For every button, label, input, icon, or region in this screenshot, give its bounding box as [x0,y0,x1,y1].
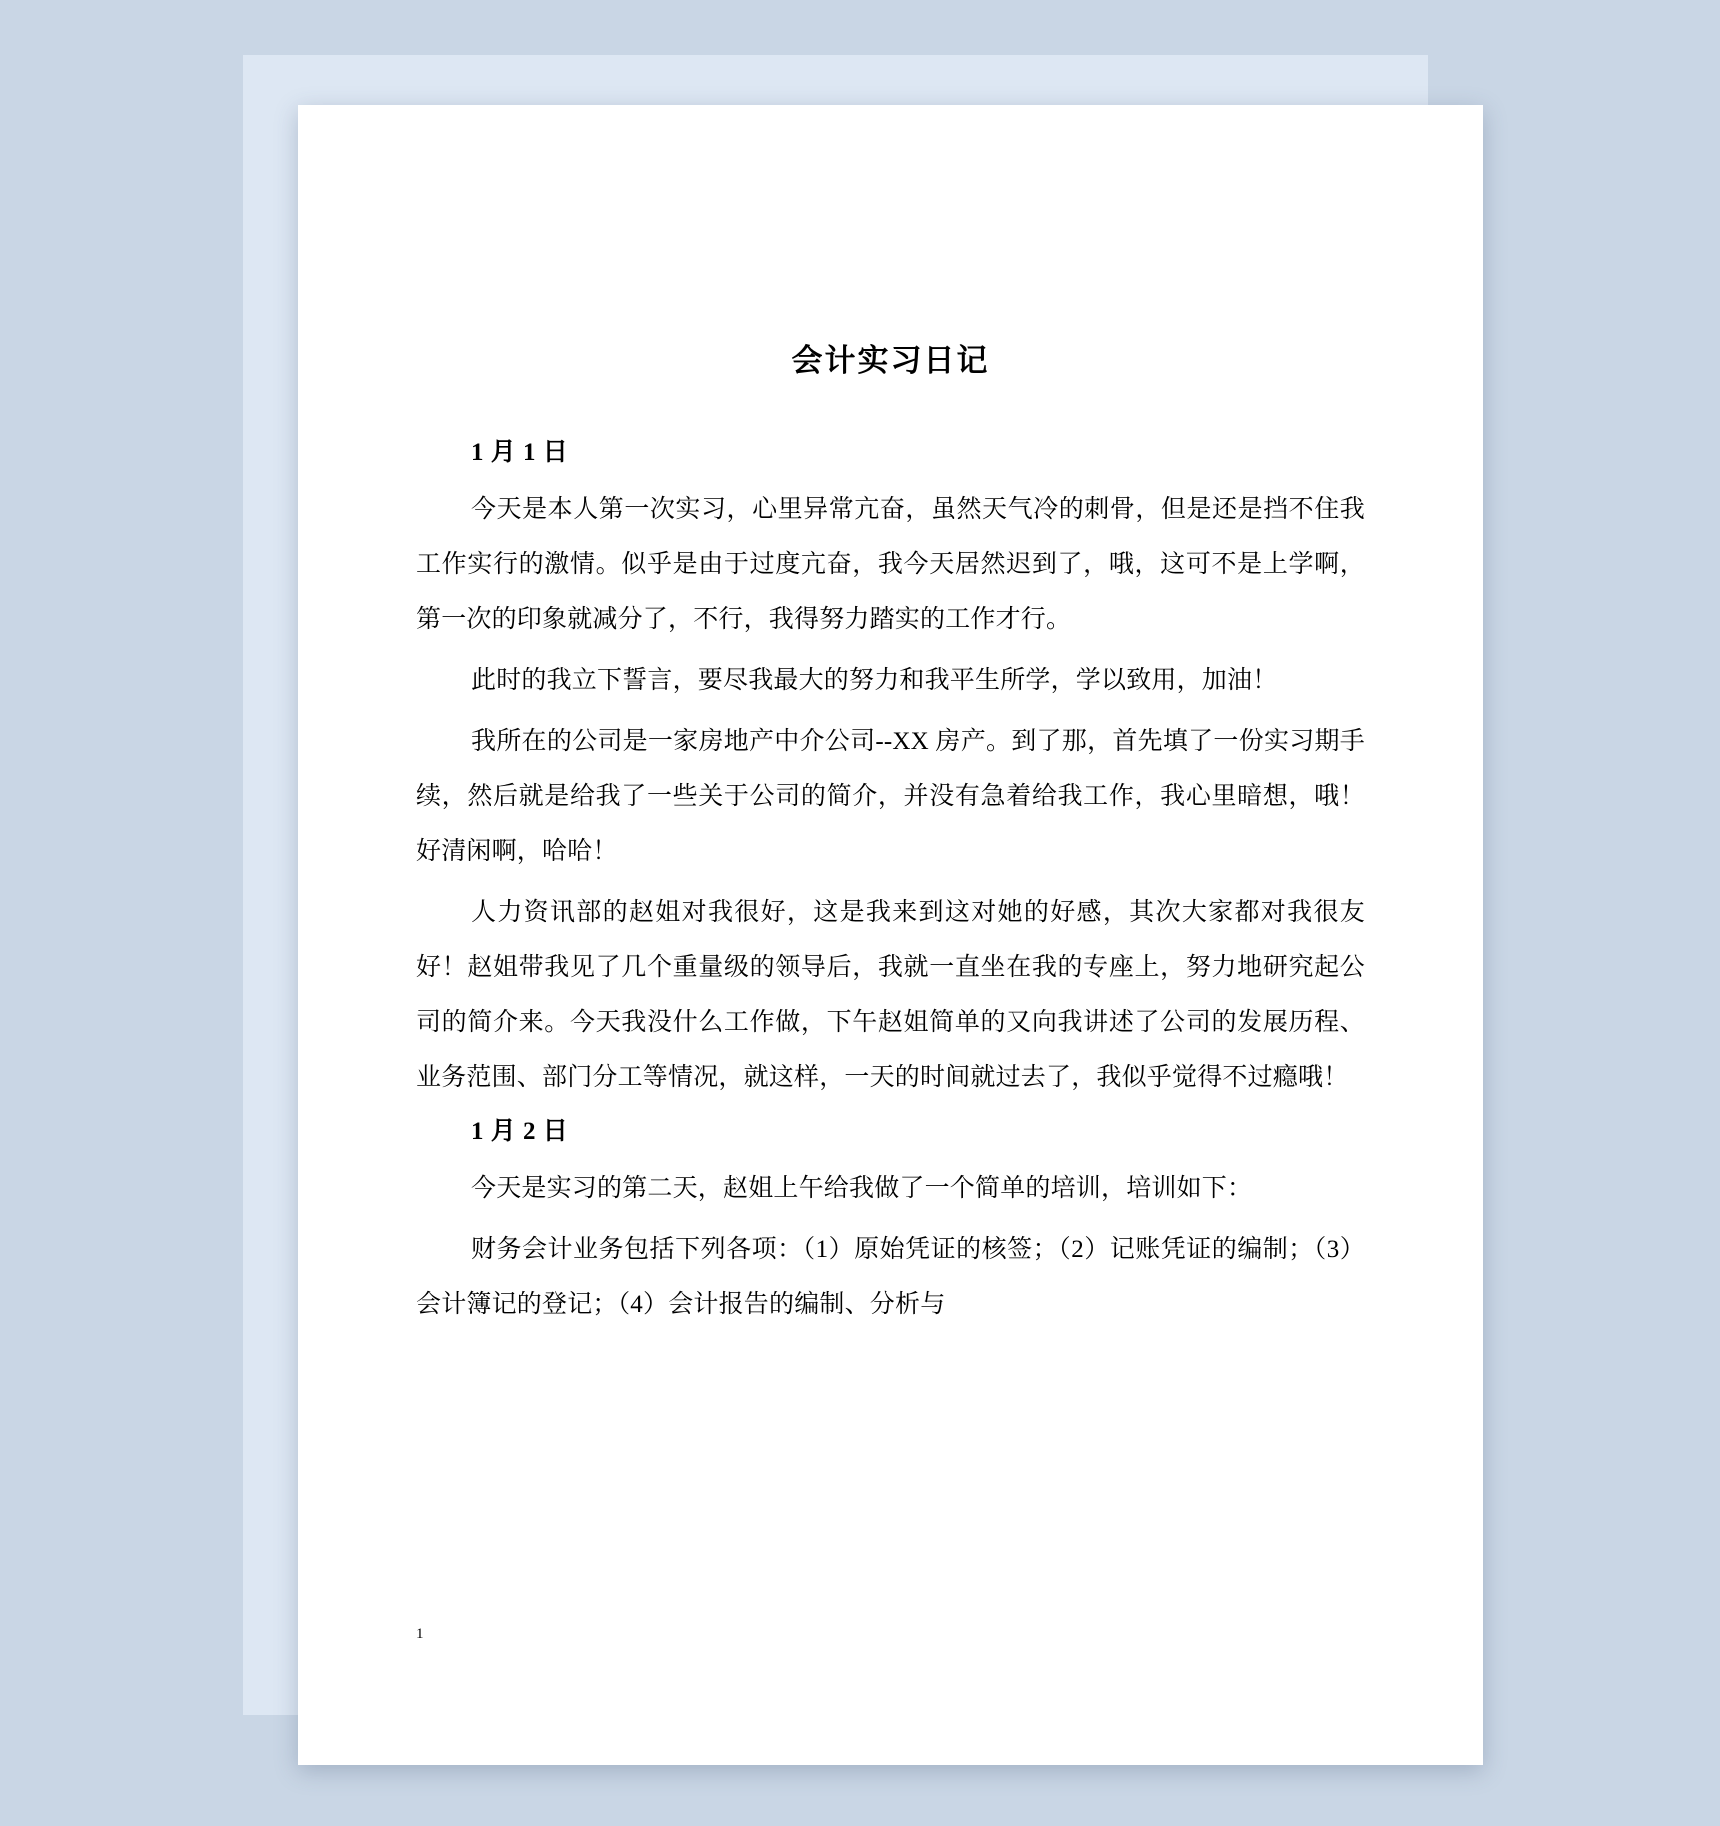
paragraph: 今天是本人第一次实习，心里异常亢奋，虽然天气冷的刺骨，但是还是挡不住我工作实行的激情。似乎是由于过度亢奋，我今天居然迟到了，哦，这可不是上学啊，第一次的印象就减分了，不行，我得努力踏实的工作才行。 [416,496,1365,633]
paragraph: 财务会计业务包括下列各项：（1）原始凭证的核签；（2）记账凭证的编制；（3）会计簿记的登记；（4）会计报告的编制、分析与 [416,1236,1365,1318]
diary-entry-1 [416,432,1365,1105]
page-number: 1 [416,1626,424,1642]
date-heading: 1 月 2 日 [471,1118,569,1145]
paragraph: 我所在的公司是一家房地产中介公司--XX 房产。到了那，首先填了一份实习期手续，然后就是给我了一些关于公司的简介，并没有急着给我工作，我心里暗想，哦！好清闲啊，哈哈！ [416,728,1365,865]
paragraph: 人力资讯部的赵姐对我很好，这是我来到这对她的好感，其次大家都对我很友好！赵姐带我见了几个重量级的领导后，我就一直坐在我的专座上，努力地研究起公司的简介来。今天我没什么工作做，下午赵姐简单的又向我讲述了公司的发展历程、业务范围、部门分工等情况，就这样，一天的时间就过去了，我似乎觉得不过瘾哦！ [416,899,1365,1091]
diary-entry-2 [416,1111,1365,1332]
page-title: 会计实习日记 [791,343,990,378]
paragraph: 今天是实习的第二天，赵姐上午给我做了一个简单的培训，培训如下： [471,1175,1253,1202]
date-heading: 1 月 1 日 [471,439,569,466]
document-page [298,105,1483,1765]
document-content [298,105,1483,1765]
paragraph: 此时的我立下誓言，要尽我最大的努力和我平生所学，学以致用，加油！ [471,667,1278,694]
